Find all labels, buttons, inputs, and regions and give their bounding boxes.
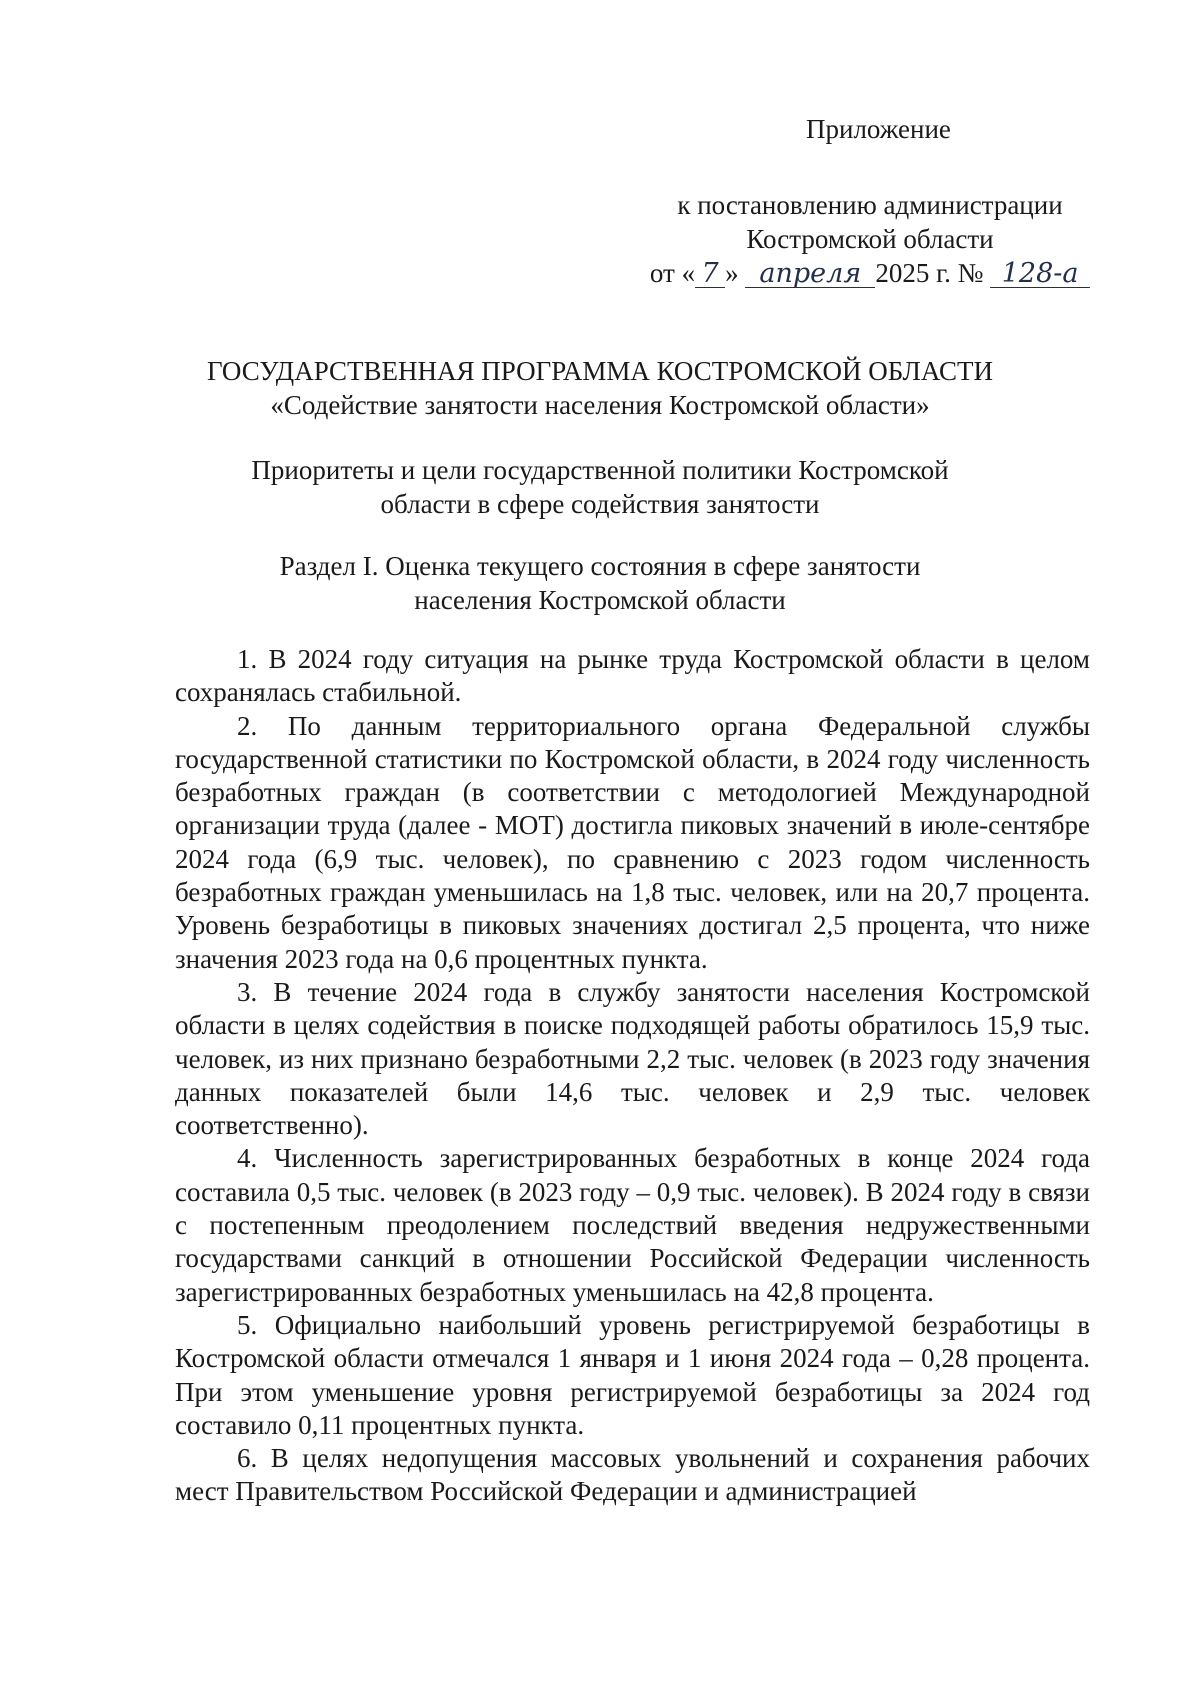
date-mid: » xyxy=(725,258,739,288)
paragraph-6: 6. В целях недопущения массовых увольнений и сохранения рабочих мест Правительством Российской Федерации и администрацией xyxy=(175,1443,1090,1507)
program-title-line-1: ГОСУДАРСТВЕННАЯ ПРОГРАММА КОСТРОМСКОЙ ОБЛАСТИ xyxy=(206,356,993,386)
paragraph-1: 1. В 2024 году ситуация на рынке труда Костромской области в целом сохранялась стабильной. xyxy=(175,644,1090,708)
paragraph-5: 5. Официально наибольший уровень регистрируемой безработицы в Костромской области отмечался 1 января и 1 июня 2024 года – 0,28 процента. При этом уменьшение уровня регистрируемой безработицы за 2024 год составило 0,11 процентных пункта. xyxy=(175,1309,1090,1440)
decree-date-line xyxy=(640,256,1100,290)
section-heading-line-2: населения Костромской области xyxy=(414,585,786,615)
handwritten-day: 7 xyxy=(695,261,725,288)
date-year: 2025 г. № xyxy=(875,258,984,288)
handwritten-number: 128-а xyxy=(990,261,1090,288)
decree-line-2: Костромской области xyxy=(746,224,994,254)
appendix-label: Приложение xyxy=(806,114,951,144)
section-heading xyxy=(150,549,1050,617)
program-title xyxy=(150,354,1050,422)
priorities-heading xyxy=(150,453,1050,521)
section-heading-line-1: Раздел I. Оценка текущего состояния в сфере занятости xyxy=(279,551,921,581)
program-title-line-2: «Содействие занятости населения Костромской области» xyxy=(270,390,930,420)
body-text xyxy=(175,643,1090,1509)
paragraph-3: 3. В течение 2024 года в службу занятости населения Костромской области в целях содействия в поиске подходящей работы обратилось 15,9 тыс. человек, из них признано безработными 2,2 тыс. человек (в 2023 году значения данных показателей были 14,6 тыс. человек и 2,9 тыс. человек соответственно). xyxy=(175,976,1090,1141)
priorities-heading-line-2: области в сфере содействия занятости xyxy=(380,489,820,519)
paragraph-4: 4. Численность зарегистрированных безработных в конце 2024 года составила 0,5 тыс. человек (в 2023 году – 0,9 тыс. человек). В 2024 году в связи с постепенным преодолением последствий введения недружественными государствами санкций в отношении Российской Федерации численность зарегистрированных безработных уменьшилась на 42,8 процента. xyxy=(175,1143,1090,1307)
handwritten-month: апреля xyxy=(745,261,875,288)
decree-line-1: к постановлению администрации xyxy=(677,190,1063,220)
date-prefix: от « xyxy=(649,258,696,288)
priorities-heading-line-1: Приоритеты и цели государственной политики Костромской xyxy=(251,455,949,485)
paragraph-2: 2. По данным территориального органа Федеральной службы государственной статистики по Костромской области, в 2024 году численность безработных граждан (в соответствии с методологией Международной организации труда (далее - МОТ) достигла пиковых значений в июле-сентябре 2024 года (6,9 тыс. человек), по сравнению с 2023 годом численность безработных граждан уменьшилась на 1,8 тыс. человек, или на 20,7 процента. Уровень безработицы в пиковых значениях достигал 2,5 процента, что ниже значения 2023 года на 0,6 процентных пункта. xyxy=(175,710,1090,974)
decree-reference xyxy=(640,188,1100,290)
